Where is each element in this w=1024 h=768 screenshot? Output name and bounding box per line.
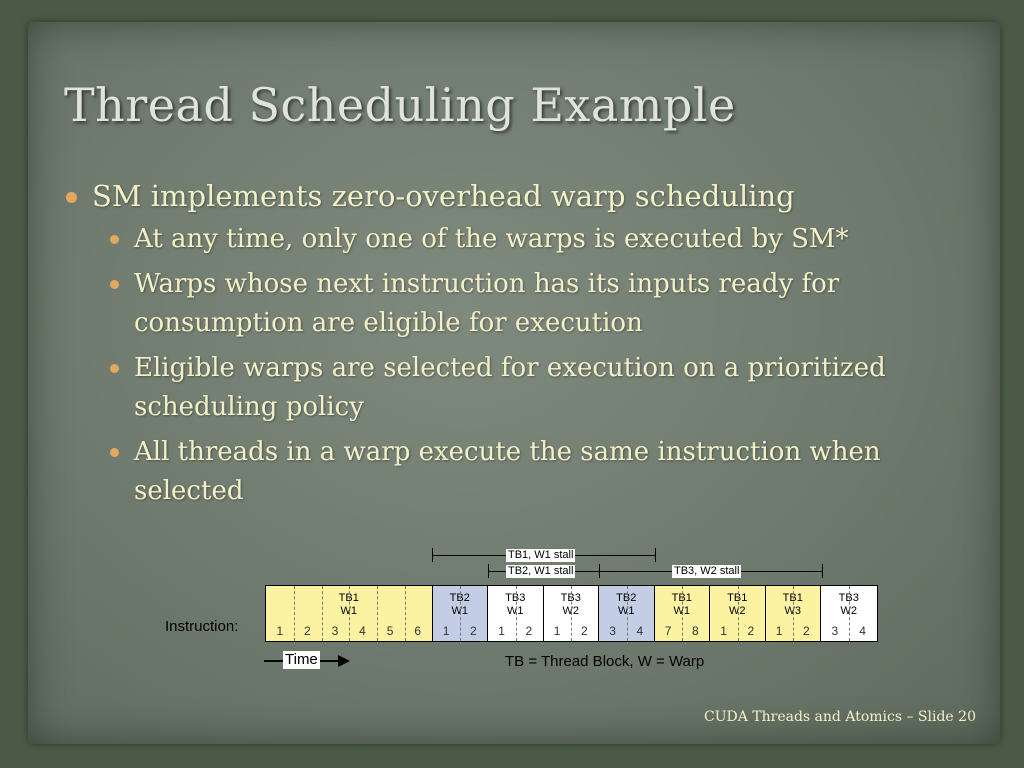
bullet-text: Warps whose next instruction has its inputs ready for consumption are eligible for execution — [134, 269, 840, 338]
slot-divider — [294, 586, 295, 641]
bullet-text: SM implements zero-overhead warp scheduling — [92, 179, 795, 213]
segment-label: TB1 W3 — [782, 592, 803, 617]
segment-label: TB1 W1 — [338, 592, 359, 617]
instruction-number: 2 — [470, 624, 477, 638]
instruction-number: 3 — [331, 624, 339, 638]
slot-divider — [377, 586, 378, 641]
bullet-text: All threads in a warp execute the same instruction when selected — [134, 437, 881, 506]
slot-divider — [627, 586, 628, 641]
instruction-number: 2 — [581, 624, 588, 638]
instruction-label: Instruction: — [165, 618, 239, 635]
bullet-text: At any time, only one of the warps is executed by SM* — [134, 224, 849, 254]
instruction-segment — [821, 586, 877, 641]
slot-divider — [405, 586, 406, 641]
instruction-segment — [488, 586, 544, 641]
legend: TB = Thread Block, W = Warp — [505, 653, 705, 670]
slot-divider — [322, 586, 323, 641]
slot-divider — [571, 586, 572, 641]
instruction-strip — [265, 585, 878, 642]
instruction-number: 2 — [747, 624, 755, 638]
slot-divider — [682, 586, 683, 641]
slot-divider — [738, 586, 739, 641]
instruction-segment — [766, 586, 822, 641]
instruction-number: 3 — [831, 624, 839, 638]
segment-label: TB2 W1 — [449, 592, 470, 617]
instruction-number: 1 — [442, 624, 450, 638]
stall-label-tb2-w1: TB2, W1 stall — [508, 565, 574, 577]
stall-tick — [822, 564, 823, 578]
slot-divider — [849, 586, 850, 641]
time-label: Time — [285, 651, 318, 668]
instruction-number: 1 — [276, 624, 284, 638]
instruction-segment — [544, 586, 600, 641]
segment-label: TB2 W1 — [616, 592, 637, 617]
stall-label-tb1-w1: TB1, W1 stall — [508, 549, 574, 561]
arrow-right-icon — [338, 655, 350, 667]
segment-label: TB3 W2 — [560, 592, 581, 617]
segment-label: TB1 W1 — [671, 592, 692, 617]
instruction-number: 5 — [386, 624, 394, 638]
instruction-number: 3 — [609, 624, 616, 638]
slot-divider — [349, 586, 350, 641]
instruction-number: 1 — [498, 624, 505, 638]
segment-label: TB1 W2 — [727, 592, 748, 617]
instruction-segment — [655, 586, 711, 641]
instruction-segment — [266, 586, 433, 641]
bullet-text: Eligible warps are selected for execution on a prioritized scheduling policy — [134, 353, 886, 422]
segment-label: TB3 W1 — [505, 592, 526, 617]
instruction-number: 2 — [803, 624, 810, 638]
instruction-number: 4 — [859, 624, 866, 638]
slot-divider — [460, 586, 461, 641]
segment-label: TB3 W2 — [838, 592, 859, 617]
slide-title: Thread Scheduling Example — [64, 78, 736, 132]
instruction-number: 1 — [553, 624, 561, 638]
instruction-segment — [433, 586, 489, 641]
slot-divider — [793, 586, 794, 641]
instruction-number: 2 — [525, 624, 533, 638]
instruction-segment — [599, 586, 655, 641]
stall-tick — [655, 548, 656, 562]
instruction-number: 4 — [636, 624, 644, 638]
slide-footer: CUDA Threads and Atomics – Slide 20 — [703, 709, 976, 725]
instruction-number: 4 — [359, 624, 366, 638]
instruction-number: 1 — [720, 624, 727, 638]
instruction-segment — [710, 586, 766, 641]
instruction-number: 1 — [775, 624, 783, 638]
slot-divider — [516, 586, 517, 641]
instruction-number: 7 — [664, 624, 672, 638]
stall-label-tb3-w2: TB3, W2 stall — [674, 565, 740, 577]
instruction-number: 8 — [692, 624, 699, 638]
instruction-number: 2 — [304, 624, 311, 638]
instruction-number: 6 — [414, 624, 422, 638]
